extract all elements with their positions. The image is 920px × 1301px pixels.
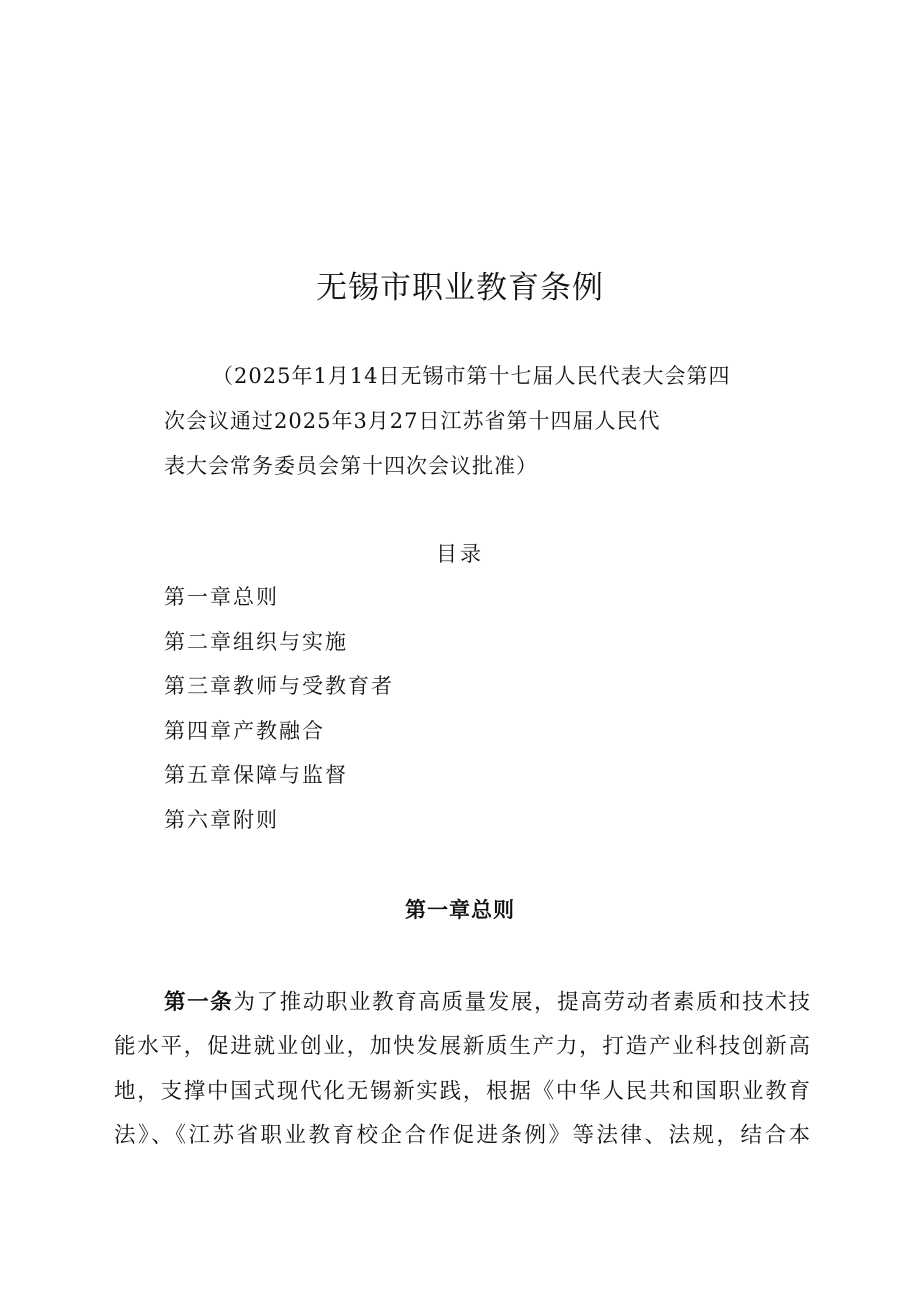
article-line: 能水平，促进就业创业，加快发展新质生产力，打造产业科技创新高 <box>114 1034 810 1059</box>
article-line: 地，支撑中国式现代化无锡新实践，根据《中华人民共和国职业教育 <box>114 1079 810 1104</box>
toc-item: 第三章教师与受教育者 <box>164 674 394 698</box>
toc-heading: 目录 <box>436 542 484 566</box>
article-line <box>164 985 810 1016</box>
adoption-note-line: （2025年1月14日无锡市第十七届人民代表大会第四 <box>212 364 731 388</box>
article-label: 第一条 <box>164 990 234 1015</box>
toc-item: 第二章组织与实施 <box>164 629 348 654</box>
toc-item: 第六章附则 <box>164 807 279 832</box>
document-title: 无锡市职业教育条例 <box>316 270 604 306</box>
chapter-heading: 第一章总则 <box>405 898 515 922</box>
toc-item: 第五章保障与监督 <box>164 763 348 787</box>
adoption-note-line: 表大会常务委员会第十四次会议批准） <box>164 454 538 478</box>
table-of-contents <box>164 582 394 849</box>
toc-item: 第一章总则 <box>164 585 279 609</box>
adoption-note-line: 次会议通过2025年3月27日江苏省第十四届人民代 <box>164 409 661 433</box>
toc-item: 第四章产教融合 <box>164 718 325 743</box>
article-text: 为了推动职业教育高质量发展，提高劳动者素质和技术技 <box>233 990 810 1015</box>
article-line: 法》、《江苏省职业教育校企合作促进条例》等法律、法规，结合本 <box>114 1123 810 1148</box>
